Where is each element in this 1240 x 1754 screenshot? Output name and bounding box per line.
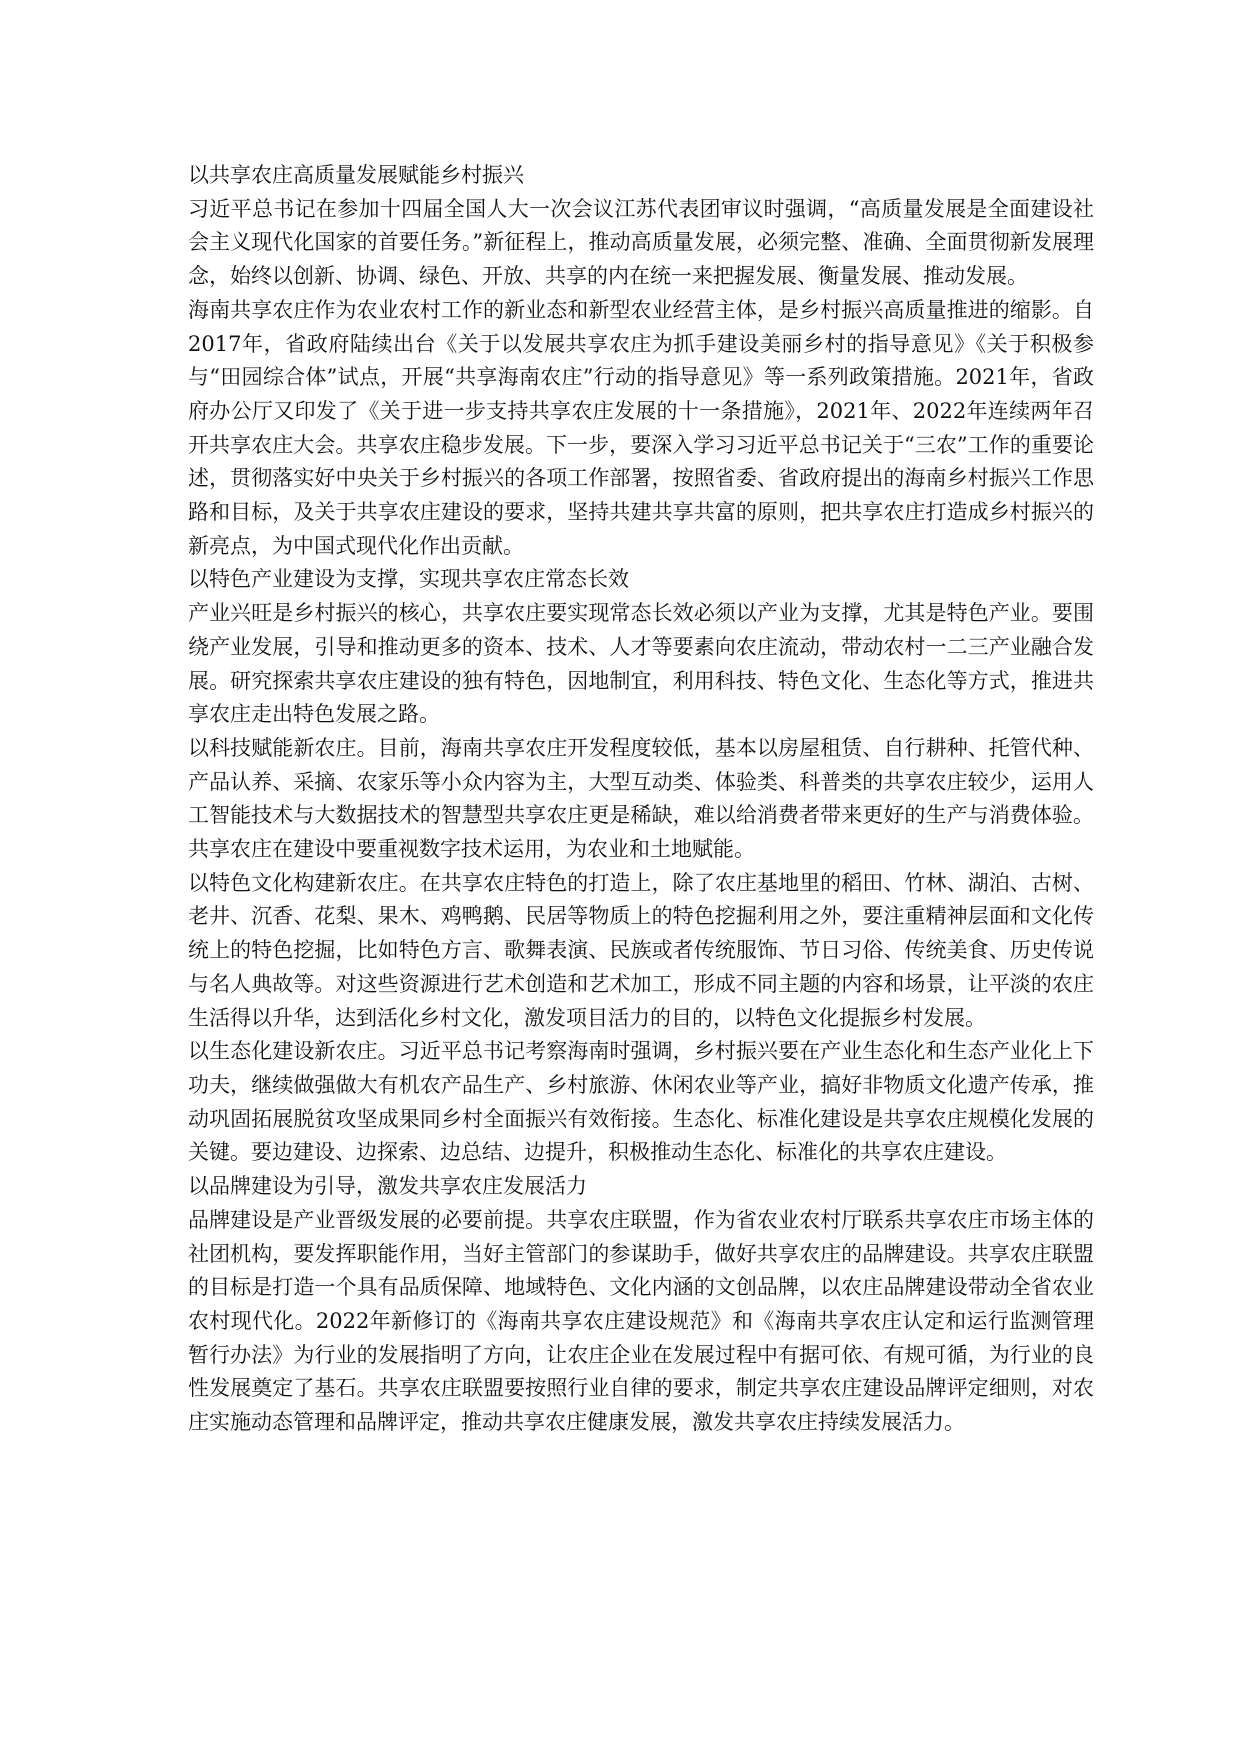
paragraph-culture: 以特色文化构建新农庄。在共享农庄特色的打造上，除了农庄基地里的稻田、竹林、湖泊、古树、老井、沉香、花梨、果木、鸡鸭鹅、民居等物质上的特色挖掘利用之外，要注重精神层面和文化传统上的特色挖掘，比如特色方言、歌舞表演、民族或者传统服饰、节日习俗、传统美食、历史传说与名人典故等。对这些资源进行艺术创造和艺术加工，形成不同主题的内容和场景，让平淡的农庄生活得以升华，达到活化乡村文化，激发项目活力的目的，以特色文化提振乡村发展。 [188, 870, 1094, 1030]
section-heading-brand: 以品牌建设为引导，激发共享农庄发展活力 [188, 1174, 587, 1199]
paragraph-intro: 习近平总书记在参加十四届全国人大一次会议江苏代表团审议时强调，“高质量发展是全面建设社会主义现代化国家的首要任务。”新征程上，推动高质量发展，必须完整、准确、全面贯彻新发展理念，始终以创新、协调、绿色、开放、共享的内在统一来把握发展、衡量发展、推动发展。 [188, 196, 1094, 289]
document-body [188, 159, 1094, 1440]
paragraph-ecology: 以生态化建设新农庄。习近平总书记考察海南时强调，乡村振兴要在产业生态化和生态产业化上下功夫，继续做强做大有机农产品生产、乡村旅游、休闲农业等产业，搞好非物质文化遗产传承，推动巩固拓展脱贫攻坚成果同乡村全面振兴有效衔接。生态化、标准化建设是共享农庄规模化发展的关键。要边建设、边探索、边总结、边提升，积极推动生态化、标准化的共享农庄建设。 [188, 1039, 1094, 1165]
document-title: 以共享农庄高质量发展赋能乡村振兴 [188, 163, 524, 187]
paragraph-technology: 以科技赋能新农庄。目前，海南共享农庄开发程度较低，基本以房屋租赁、自行耕种、托管代种、产品认养、采摘、农家乐等小众内容为主，大型互动类、体验类、科普类的共享农庄较少，运用人工智能技术与大数据技术的智慧型共享农庄更是稀缺，难以给消费者带来更好的生产与消费体验。共享农庄在建设中要重视数字技术运用，为农业和土地赋能。 [188, 735, 1094, 862]
section-heading-industry: 以特色产业建设为支撑，实现共享农庄常态长效 [188, 567, 629, 592]
paragraph-brand: 品牌建设是产业晋级发展的必要前提。共享农庄联盟，作为省农业农村厅联系共享农庄市场主体的社团机构，要发挥职能作用，当好主管部门的参谋助手，做好共享农庄的品牌建设。共享农庄联盟的目标是打造一个具有品质保障、地域特色、文化内涵的文创品牌，以农庄品牌建设带动全省农业农村现代化。2022年新修订的《海南共享农庄建设规范》和《海南共享农庄认定和运行监测管理暂行办法》为行业的发展指明了方向，让农庄企业在发展过程中有据可依、有规可循，为行业的良性发展奠定了基石。共享农庄联盟要按照行业自律的要求，制定共享农庄建设品牌评定细则，对农庄实施动态管理和品牌评定，推动共享农庄健康发展，激发共享农庄持续发展活力。 [188, 1207, 1094, 1435]
paragraph-industry: 产业兴旺是乡村振兴的核心，共享农庄要实现常态长效必须以产业为支撑，尤其是特色产业。要围绕产业发展，引导和推动更多的资本、技术、人才等要素向农庄流动，带动农村一二三产业融合发展。研究探索共享农庄建设的独有特色，因地制宜，利用科技、特色文化、生态化等方式，推进共享农庄走出特色发展之路。 [188, 601, 1094, 727]
paragraph-hainan-farms: 海南共享农庄作为农业农村工作的新业态和新型农业经营主体，是乡村振兴高质量推进的缩影。自2017年，省政府陆续出台《关于以发展共享农庄为抓手建设美丽乡村的指导意见》《关于积极参与“田园综合体”试点，开展“共享海南农庄”行动的指导意见》等一系列政策措施。2021年，省政府办公厅又印发了《关于进一步支持共享农庄发展的十一条措施》，2021年、2022年连续两年召开共享农庄大会。共享农庄稳步发展。下一步，要深入学习习近平总书记关于“三农”工作的重要论述，贯彻落实好中央关于乡村振兴的各项工作部署，按照省委、省政府提出的海南乡村振兴工作思路和目标，及关于共享农庄建设的要求，坚持共建共享共富的原则，把共享农庄打造成乡村振兴的新亮点，为中国式现代化作出贡献。 [188, 297, 1094, 558]
